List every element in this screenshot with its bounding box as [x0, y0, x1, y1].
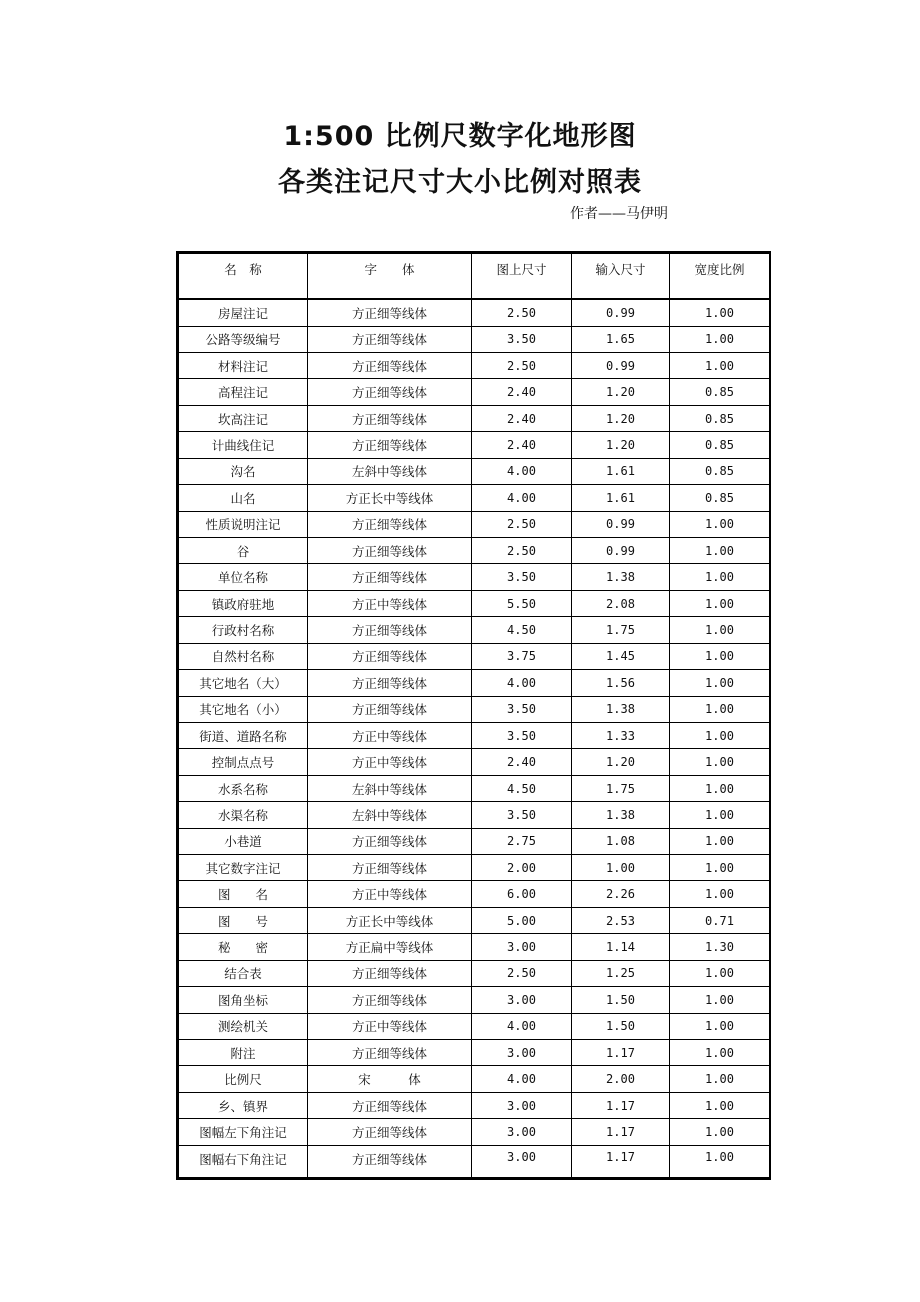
cell-map-size: 2.40 [472, 405, 572, 431]
cell-input-size: 1.20 [572, 432, 670, 458]
cell-input-size: 1.08 [572, 828, 670, 854]
cell-name: 测绘机关 [179, 1013, 308, 1039]
cell-width-ratio: 1.00 [670, 960, 770, 986]
cell-map-size: 6.00 [472, 881, 572, 907]
cell-width-ratio: 1.00 [670, 670, 770, 696]
cell-name: 附注 [179, 1040, 308, 1066]
cell-input-size: 1.38 [572, 564, 670, 590]
cell-map-size: 2.50 [472, 538, 572, 564]
cell-input-size: 2.00 [572, 1066, 670, 1092]
cell-map-size: 3.00 [472, 934, 572, 960]
cell-map-size: 2.40 [472, 379, 572, 405]
cell-width-ratio: 1.00 [670, 590, 770, 616]
cell-map-size: 4.50 [472, 775, 572, 801]
cell-font: 方正细等线体 [308, 1119, 472, 1145]
document-title-line-2: 各类注记尺寸大小比例对照表 [278, 167, 642, 198]
cell-width-ratio: 1.00 [670, 299, 770, 326]
table-row [179, 960, 770, 986]
cell-input-size: 1.14 [572, 934, 670, 960]
header-input-size: 输入尺寸 [572, 254, 670, 300]
cell-name: 房屋注记 [179, 299, 308, 326]
header-font: 字 体 [308, 254, 472, 300]
cell-name: 图幅左下角注记 [179, 1119, 308, 1145]
cell-name: 性质说明注记 [179, 511, 308, 537]
table-row [179, 1145, 770, 1177]
cell-font: 方正长中等线体 [308, 485, 472, 511]
cell-input-size: 1.61 [572, 458, 670, 484]
cell-map-size: 2.50 [472, 299, 572, 326]
cell-map-size: 3.75 [472, 643, 572, 669]
cell-input-size: 1.20 [572, 749, 670, 775]
table-row [179, 934, 770, 960]
cell-name: 图 名 [179, 881, 308, 907]
cell-width-ratio: 1.00 [670, 326, 770, 352]
cell-map-size: 2.00 [472, 855, 572, 881]
cell-input-size: 1.17 [572, 1092, 670, 1118]
cell-font: 方正细等线体 [308, 1040, 472, 1066]
cell-width-ratio: 1.00 [670, 538, 770, 564]
cell-font: 方正细等线体 [308, 987, 472, 1013]
cell-map-size: 3.00 [472, 1092, 572, 1118]
cell-name: 坎高注记 [179, 405, 308, 431]
cell-font: 方正中等线体 [308, 749, 472, 775]
cell-font: 方正细等线体 [308, 696, 472, 722]
cell-map-size: 3.00 [472, 1145, 572, 1177]
table-row [179, 696, 770, 722]
table-row [179, 1119, 770, 1145]
cell-map-size: 3.50 [472, 326, 572, 352]
cell-input-size: 1.75 [572, 617, 670, 643]
cell-font: 方正细等线体 [308, 670, 472, 696]
cell-map-size: 4.00 [472, 1013, 572, 1039]
table-row [179, 987, 770, 1013]
cell-map-size: 4.50 [472, 617, 572, 643]
table-row [179, 722, 770, 748]
cell-input-size: 1.17 [572, 1040, 670, 1066]
header-name: 名 称 [179, 254, 308, 300]
cell-name: 高程注记 [179, 379, 308, 405]
table-row [179, 1092, 770, 1118]
cell-font: 方正细等线体 [308, 1092, 472, 1118]
cell-input-size: 1.20 [572, 379, 670, 405]
cell-name: 镇政府驻地 [179, 590, 308, 616]
cell-map-size: 5.50 [472, 590, 572, 616]
cell-name: 单位名称 [179, 564, 308, 590]
cell-input-size: 1.50 [572, 1013, 670, 1039]
cell-input-size: 1.56 [572, 670, 670, 696]
cell-map-size: 3.50 [472, 564, 572, 590]
cell-input-size: 0.99 [572, 299, 670, 326]
cell-input-size: 1.75 [572, 775, 670, 801]
cell-width-ratio: 1.30 [670, 934, 770, 960]
cell-font: 方正细等线体 [308, 617, 472, 643]
cell-map-size: 3.50 [472, 696, 572, 722]
cell-map-size: 4.00 [472, 1066, 572, 1092]
cell-map-size: 4.00 [472, 485, 572, 511]
cell-font: 方正细等线体 [308, 379, 472, 405]
cell-font: 方正细等线体 [308, 855, 472, 881]
table-row [179, 907, 770, 933]
cell-width-ratio: 1.00 [670, 802, 770, 828]
table-row [179, 299, 770, 326]
cell-input-size: 2.08 [572, 590, 670, 616]
table-row [179, 379, 770, 405]
table-row [179, 326, 770, 352]
cell-width-ratio: 1.00 [670, 855, 770, 881]
cell-name: 自然村名称 [179, 643, 308, 669]
cell-name: 乡、镇界 [179, 1092, 308, 1118]
table-row [179, 590, 770, 616]
cell-input-size: 1.17 [572, 1119, 670, 1145]
cell-name: 水渠名称 [179, 802, 308, 828]
cell-name: 公路等级编号 [179, 326, 308, 352]
cell-width-ratio: 1.00 [670, 353, 770, 379]
cell-map-size: 4.00 [472, 670, 572, 696]
cell-font: 方正细等线体 [308, 538, 472, 564]
cell-width-ratio: 1.00 [670, 1066, 770, 1092]
cell-name: 其它地名（大） [179, 670, 308, 696]
cell-input-size: 1.45 [572, 643, 670, 669]
cell-width-ratio: 1.00 [670, 1092, 770, 1118]
cell-width-ratio: 0.85 [670, 405, 770, 431]
cell-width-ratio: 1.00 [670, 564, 770, 590]
cell-map-size: 2.50 [472, 353, 572, 379]
cell-input-size: 0.99 [572, 353, 670, 379]
cell-width-ratio: 1.00 [670, 617, 770, 643]
cell-width-ratio: 1.00 [670, 1119, 770, 1145]
cell-name: 行政村名称 [179, 617, 308, 643]
cell-width-ratio: 1.00 [670, 881, 770, 907]
cell-input-size: 1.25 [572, 960, 670, 986]
cell-font: 方正扁中等线体 [308, 934, 472, 960]
table-row [179, 564, 770, 590]
table-row [179, 511, 770, 537]
cell-font: 方正细等线体 [308, 432, 472, 458]
cell-width-ratio: 1.00 [670, 828, 770, 854]
author-credit: 作者——马伊明 [570, 206, 668, 222]
cell-name: 材料注记 [179, 353, 308, 379]
cell-map-size: 2.75 [472, 828, 572, 854]
table-row [179, 432, 770, 458]
cell-map-size: 2.50 [472, 511, 572, 537]
cell-width-ratio: 1.00 [670, 722, 770, 748]
cell-map-size: 2.40 [472, 432, 572, 458]
cell-input-size: 0.99 [572, 538, 670, 564]
cell-map-size: 2.50 [472, 960, 572, 986]
cell-font: 方正细等线体 [308, 326, 472, 352]
cell-width-ratio: 0.71 [670, 907, 770, 933]
table-row [179, 802, 770, 828]
header-width-ratio: 宽度比例 [670, 254, 770, 300]
cell-font: 方正细等线体 [308, 405, 472, 431]
cell-font: 方正细等线体 [308, 828, 472, 854]
cell-input-size: 1.61 [572, 485, 670, 511]
cell-font: 左斜中等线体 [308, 458, 472, 484]
cell-name: 其它数字注记 [179, 855, 308, 881]
cell-name: 山名 [179, 485, 308, 511]
cell-width-ratio: 0.85 [670, 458, 770, 484]
cell-input-size: 0.99 [572, 511, 670, 537]
table-row [179, 1066, 770, 1092]
cell-width-ratio: 1.00 [670, 1040, 770, 1066]
cell-input-size: 2.53 [572, 907, 670, 933]
cell-map-size: 3.50 [472, 722, 572, 748]
annotation-size-table [178, 253, 770, 1178]
cell-width-ratio: 0.85 [670, 432, 770, 458]
cell-width-ratio: 1.00 [670, 1145, 770, 1177]
cell-font: 方正细等线体 [308, 564, 472, 590]
table-row [179, 538, 770, 564]
cell-name: 秘 密 [179, 934, 308, 960]
cell-name: 街道、道路名称 [179, 722, 308, 748]
cell-input-size: 1.38 [572, 696, 670, 722]
cell-width-ratio: 1.00 [670, 1013, 770, 1039]
cell-input-size: 1.00 [572, 855, 670, 881]
cell-input-size: 1.38 [572, 802, 670, 828]
cell-font: 左斜中等线体 [308, 802, 472, 828]
cell-map-size: 3.00 [472, 1040, 572, 1066]
annotation-size-table-frame [176, 251, 771, 1180]
cell-width-ratio: 0.85 [670, 379, 770, 405]
cell-name: 比例尺 [179, 1066, 308, 1092]
cell-name: 图幅右下角注记 [179, 1145, 308, 1177]
table-row [179, 405, 770, 431]
cell-font: 方正细等线体 [308, 960, 472, 986]
cell-font: 方正细等线体 [308, 299, 472, 326]
table-row [179, 458, 770, 484]
cell-map-size: 2.40 [472, 749, 572, 775]
cell-map-size: 3.00 [472, 987, 572, 1013]
document-title-line-1: 1:500 比例尺数字化地形图 [283, 121, 637, 152]
cell-map-size: 3.00 [472, 1119, 572, 1145]
cell-font: 方正中等线体 [308, 590, 472, 616]
cell-name: 水系名称 [179, 775, 308, 801]
table-row [179, 855, 770, 881]
cell-font: 方正细等线体 [308, 643, 472, 669]
cell-width-ratio: 0.85 [670, 485, 770, 511]
cell-font: 方正中等线体 [308, 722, 472, 748]
table-row [179, 353, 770, 379]
cell-name: 图角坐标 [179, 987, 308, 1013]
cell-font: 方正细等线体 [308, 511, 472, 537]
table-row [179, 828, 770, 854]
table-row [179, 749, 770, 775]
cell-name: 计曲线住记 [179, 432, 308, 458]
header-map-size: 图上尺寸 [472, 254, 572, 300]
table-header-row [179, 254, 770, 300]
cell-name: 谷 [179, 538, 308, 564]
table-row [179, 1040, 770, 1066]
table-row [179, 485, 770, 511]
table-row [179, 643, 770, 669]
cell-map-size: 4.00 [472, 458, 572, 484]
cell-input-size: 1.33 [572, 722, 670, 748]
table-row [179, 1013, 770, 1039]
cell-font: 方正细等线体 [308, 353, 472, 379]
cell-width-ratio: 1.00 [670, 696, 770, 722]
cell-width-ratio: 1.00 [670, 511, 770, 537]
cell-font: 左斜中等线体 [308, 775, 472, 801]
cell-name: 控制点点号 [179, 749, 308, 775]
table-row [179, 617, 770, 643]
cell-input-size: 1.20 [572, 405, 670, 431]
cell-name: 图 号 [179, 907, 308, 933]
table-body [179, 299, 770, 1178]
cell-name: 小巷道 [179, 828, 308, 854]
cell-width-ratio: 1.00 [670, 749, 770, 775]
cell-font: 方正中等线体 [308, 1013, 472, 1039]
cell-input-size: 1.50 [572, 987, 670, 1013]
cell-font: 方正细等线体 [308, 1145, 472, 1177]
cell-width-ratio: 1.00 [670, 643, 770, 669]
cell-input-size: 1.65 [572, 326, 670, 352]
cell-width-ratio: 1.00 [670, 775, 770, 801]
table-row [179, 881, 770, 907]
cell-input-size: 1.17 [572, 1145, 670, 1177]
table-row [179, 775, 770, 801]
cell-width-ratio: 1.00 [670, 987, 770, 1013]
cell-name: 其它地名（小） [179, 696, 308, 722]
cell-font: 方正长中等线体 [308, 907, 472, 933]
cell-map-size: 3.50 [472, 802, 572, 828]
cell-name: 结合表 [179, 960, 308, 986]
cell-input-size: 2.26 [572, 881, 670, 907]
cell-name: 沟名 [179, 458, 308, 484]
table-row [179, 670, 770, 696]
cell-font: 宋 体 [308, 1066, 472, 1092]
cell-map-size: 5.00 [472, 907, 572, 933]
cell-font: 方正中等线体 [308, 881, 472, 907]
